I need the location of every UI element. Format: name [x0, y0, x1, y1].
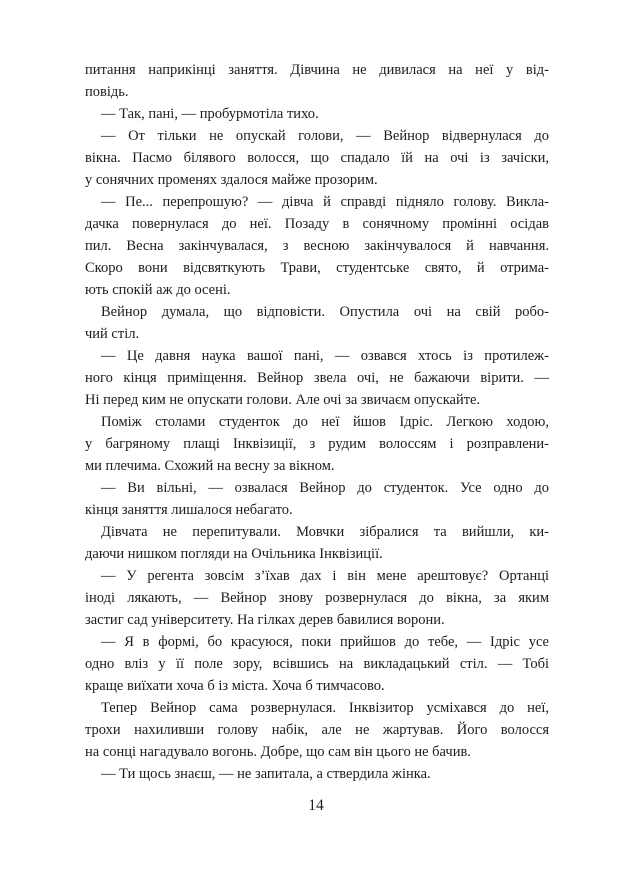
text-line: трохи нахиливши голову набік, але не жартував. Його волосся: [85, 722, 549, 738]
text-line: — Так, пані, — пробурмотіла тихо.: [101, 106, 319, 122]
paragraph: [85, 125, 549, 191]
text-line: даючи нишком погляди на Очільника Інквізиції.: [85, 546, 383, 562]
text-line: — Це давня наука вашої пані, — озвався хтось із протилеж-: [101, 348, 549, 364]
text-line: Скоро вони відсвяткують Трави, студентське свято, й отрима-: [85, 260, 549, 276]
text-line: — Ви вільні, — озвалася Вейнор до студенток. Усе одно до: [101, 480, 549, 496]
text-line: Ні перед ким не опускати голови. Але очі за звичаєм опускайте.: [85, 392, 481, 408]
text-line: ми плечима. Схожий на весну за вікном.: [85, 458, 335, 474]
page-number: 14: [308, 797, 324, 814]
text-line: дачка повернулася до неї. Позаду в сонячному промінні осідав: [85, 216, 549, 232]
text-line: — Пе... перепрошую? — дівча й справді підняло голову. Викла-: [101, 194, 549, 210]
text-line: повідь.: [85, 84, 129, 100]
paragraph: [85, 631, 549, 697]
text-line: вікна. Пасмо білявого волосся, що спадало їй на очі із зачіски,: [85, 150, 549, 166]
text-line: одно вліз у її поле зору, всівшись на викладацький стіл. — Тобі: [85, 656, 549, 672]
paragraph: [85, 477, 549, 521]
text-line: Тепер Вейнор сама розвернулася. Інквізитор усміхався до неї,: [101, 700, 549, 716]
text-line: ють спокій аж до осені.: [85, 282, 231, 298]
text-line: іноді лякають, — Вейнор знову розвернулася до вікна, за яким: [85, 590, 549, 606]
paragraph: [85, 565, 549, 631]
paragraph: [85, 59, 549, 103]
text-line: пил. Весна закінчувалася, з весною закінчувалося й навчання.: [85, 238, 549, 254]
text-line: Дівчата не перепитували. Мовчки зібралися та вийшли, ки-: [101, 524, 549, 540]
text-line: краще виїхати хоча б із міста. Хоча б тимчасово.: [85, 678, 385, 694]
text-line: Вейнор думала, що відповісти. Опустила очі на свій робо-: [101, 304, 549, 320]
paragraph: [85, 697, 549, 763]
paragraph: [85, 103, 549, 125]
paragraph: [85, 411, 549, 477]
text-line: — У регента зовсім з’їхав дах і він мене арештовує? Ортанці: [101, 568, 549, 584]
text-line: — Ти щось знаєш, — не запитала, а ствердила жінка.: [101, 766, 431, 782]
paragraph: [85, 345, 549, 411]
text-line: у багряному плащі Інквізиції, з рудим волоссям і розправлени-: [85, 436, 549, 452]
paragraph: [85, 521, 549, 565]
text-line: на сонці нагадувало вогонь. Добре, що сам він цього не бачив.: [85, 744, 471, 760]
text-line: питання наприкінці заняття. Дівчина не дивилася на неї у від-: [85, 62, 549, 78]
text-line: застиг сад університету. На гілках дерев бавилися ворони.: [85, 612, 445, 628]
paragraph: [85, 301, 549, 345]
text-line: — Я в формі, бо красуюся, поки прийшов до тебе, — Ідріс усе: [101, 634, 549, 650]
paragraph: [85, 191, 549, 301]
text-line: у сонячних променях здалося майже прозорим.: [85, 172, 378, 188]
text-line: чий стіл.: [85, 326, 140, 342]
text-line: Поміж столами студенток до неї йшов Ідріс. Легкою ходою,: [101, 414, 549, 430]
text-line: ного кінця приміщення. Вейнор звела очі, не бажаючи вірити. —: [85, 370, 549, 386]
page-text: [85, 59, 549, 785]
text-line: кінця заняття лишалося небагато.: [85, 502, 293, 518]
text-line: — От тільки не опускай голови, — Вейнор відвернулася до: [101, 128, 549, 144]
paragraph: [85, 763, 549, 785]
